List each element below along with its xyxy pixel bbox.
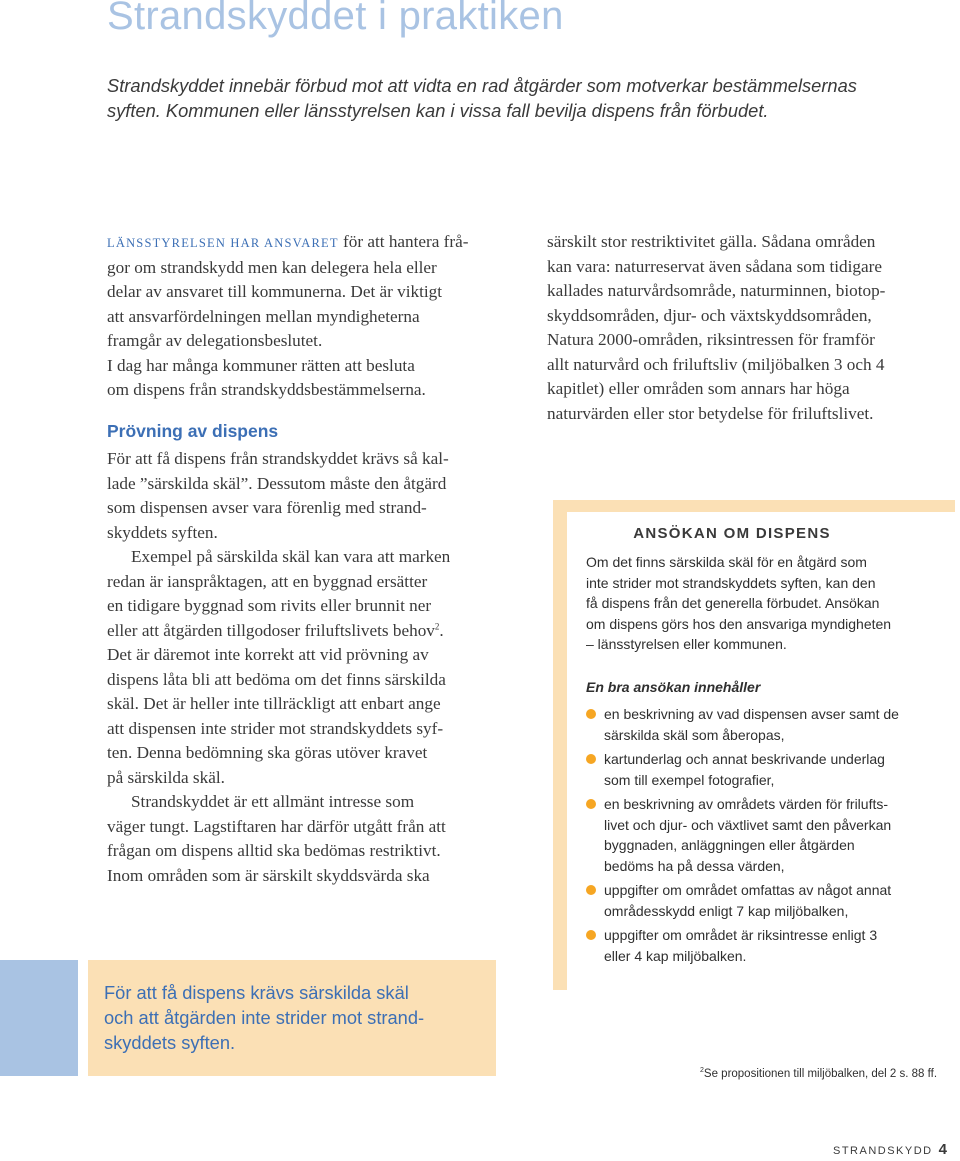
list-item-line: särskilda skäl som åberopas, bbox=[604, 726, 785, 743]
page-footer bbox=[833, 1141, 947, 1159]
para-line: gor om strandskydd men kan delegera hela eller bbox=[107, 257, 437, 277]
para-line: delar av ansvaret till kommunerna. Det är viktigt bbox=[107, 282, 443, 301]
bullet-dot-icon bbox=[586, 799, 596, 809]
page-title: Strandskyddet i praktiken bbox=[107, 0, 564, 38]
para-line: Natura 2000-områden, riksintressen för framför bbox=[547, 330, 875, 349]
para-line bbox=[107, 619, 507, 644]
para-line: dispens låta bli att bedöma om det finns särskilda bbox=[107, 669, 446, 689]
para-text: . bbox=[439, 620, 444, 640]
footnote-text: Se propositionen till miljöbalken, del 2 s. 88 ff. bbox=[703, 1068, 938, 1080]
para-line: kapitlet) eller områden som annars har höga bbox=[547, 379, 850, 398]
para-line: skyddets syften. bbox=[107, 522, 218, 542]
right-column bbox=[547, 230, 947, 426]
para-line: att ansvarfördelningen mellan myndigheterna bbox=[107, 306, 420, 326]
pull-quote-line: För att få dispens krävs särskilda skäl bbox=[104, 982, 409, 1003]
list-item bbox=[586, 704, 946, 745]
left-column bbox=[107, 230, 507, 888]
para-line: Det är däremot inte korrekt att vid prövning av bbox=[107, 645, 429, 664]
list-item bbox=[586, 880, 946, 921]
lead-smallcaps: LÄNSSTYRELSEN HAR ANSVARET bbox=[107, 236, 339, 250]
bullet-dot-icon bbox=[586, 885, 596, 895]
list-item-line: bedöms ha på dessa värden, bbox=[604, 857, 785, 874]
footnote-marker: 2 bbox=[700, 1067, 704, 1075]
para-line: ten. Denna bedömning ska göras utöver kravet bbox=[107, 743, 428, 762]
para-line: För att få dispens från strandskyddet krävs så kal- bbox=[107, 449, 449, 468]
list-item bbox=[586, 794, 946, 876]
para-line: en tidigare byggnad som rivits eller brunnit ner bbox=[107, 596, 432, 615]
para-line: allt naturvård och friluftsliv (miljöbalken 3 och 4 bbox=[547, 354, 885, 374]
intro-line: syften. Kommunen eller länsstyrelsen kan i vissa fall bevilja dispens från förbudet. bbox=[107, 100, 769, 121]
fact-box-title: ANSÖKAN OM DISPENS bbox=[633, 525, 831, 542]
para-line: som dispensen avser vara förenlig med strand- bbox=[107, 498, 427, 517]
box-line: om dispens görs hos den ansvariga myndigheten bbox=[586, 615, 892, 632]
para-line: Exempel på särskilda skäl kan vara att marken bbox=[131, 547, 451, 566]
list-item-line: livet och djur- och växtlivet samt den påverkan bbox=[604, 816, 892, 833]
para-text: eller att åtgärden tillgodoser friluftslivets behov bbox=[107, 620, 435, 640]
para-line: på särskilda skäl. bbox=[107, 767, 225, 787]
bullet-dot-icon bbox=[586, 930, 596, 940]
para-line: kan vara: naturreservat även sådana som tidigare bbox=[547, 256, 883, 276]
para-line: redan är ianspråktagen, att en byggnad ersätter bbox=[107, 571, 428, 591]
footnote-ref: 2 bbox=[434, 620, 440, 631]
para-line: skyddsområden, djur- och växtskyddsområden, bbox=[547, 305, 872, 325]
section-heading: Prövning av dispens bbox=[107, 420, 279, 441]
box-line: få dispens från det generella förbudet. Ansökan bbox=[586, 595, 880, 611]
list-item-line: byggnaden, anläggningen eller åtgärden bbox=[604, 837, 855, 853]
decorative-blue-block bbox=[0, 960, 78, 1076]
fact-box-body bbox=[586, 552, 946, 655]
bullet-dot-icon bbox=[586, 709, 596, 719]
para-line: särskilt stor restriktivitet gälla. Sådana områden bbox=[547, 232, 876, 251]
list-item bbox=[586, 925, 946, 966]
list-item-line: eller 4 kap miljöbalken. bbox=[604, 947, 747, 964]
box-line: – länsstyrelsen eller kommunen. bbox=[586, 636, 787, 652]
fact-box bbox=[567, 512, 955, 990]
list-item-line: en beskrivning av områdets värden för frilufts- bbox=[604, 796, 889, 812]
para-line: att dispensen inte strider mot strandskyddets syf- bbox=[107, 718, 444, 738]
list-item-line: en beskrivning av vad dispensen avser samt de bbox=[604, 706, 899, 722]
page-number: 4 bbox=[938, 1141, 947, 1158]
pull-quote bbox=[88, 960, 496, 1076]
para-line: frågan om dispens alltid ska bedömas restriktivt. bbox=[107, 841, 441, 860]
requirements-list bbox=[586, 704, 946, 966]
intro-line: Strandskyddet innebär förbud mot att vidta en rad åtgärder som motverkar bestämmelsernas bbox=[107, 75, 857, 96]
list-item-line: som till exempel fotografier, bbox=[604, 771, 775, 788]
para-line bbox=[107, 230, 507, 256]
para-line: kallades naturvårdsområde, naturminnen, biotop- bbox=[547, 281, 886, 300]
pull-quote-line: och att åtgärden inte strider mot strand- bbox=[104, 1007, 425, 1028]
list-item-line: uppgifter om området omfattas av något annat bbox=[604, 882, 892, 898]
para-line: naturvärden eller stor betydelse för friluftslivet. bbox=[547, 403, 874, 423]
para-line: väger tungt. Lagstiftaren har därför utgått från att bbox=[107, 816, 446, 836]
footer-label: STRANDSKYDD bbox=[833, 1145, 933, 1157]
para-text: för att hantera frå- bbox=[338, 232, 469, 251]
para-line: Strandskyddet är ett allmänt intresse som bbox=[131, 792, 415, 811]
list-item-line: områdesskydd enligt 7 kap miljöbalken, bbox=[604, 902, 849, 919]
para-line: Inom områden som är särskilt skyddsvärda ska bbox=[107, 865, 430, 885]
para-line: skäl. Det är heller inte tillräckligt att enbart ange bbox=[107, 694, 441, 713]
list-item-line: kartunderlag och annat beskrivande underlag bbox=[604, 751, 885, 767]
footnote bbox=[700, 1068, 937, 1080]
para-line: framgår av delegationsbeslutet. bbox=[107, 331, 323, 350]
bullet-dot-icon bbox=[586, 754, 596, 764]
para-line: om dispens från strandskyddsbestämmelserna. bbox=[107, 380, 426, 399]
para-line: lade ”särskilda skäl”. Dessutom måste den åtgärd bbox=[107, 473, 447, 493]
list-item-line: uppgifter om området är riksintresse enligt 3 bbox=[604, 927, 878, 943]
box-line: inte strider mot strandskyddets syften, kan den bbox=[586, 574, 876, 591]
box-line: Om det finns särskilda skäl för en åtgärd som bbox=[586, 554, 867, 570]
pull-quote-line: skyddets syften. bbox=[104, 1032, 236, 1053]
fact-box-subhead: En bra ansökan innehåller bbox=[586, 679, 761, 695]
list-item bbox=[586, 749, 946, 790]
intro-text bbox=[107, 73, 937, 123]
para-line: I dag har många kommuner rätten att besluta bbox=[107, 355, 415, 375]
